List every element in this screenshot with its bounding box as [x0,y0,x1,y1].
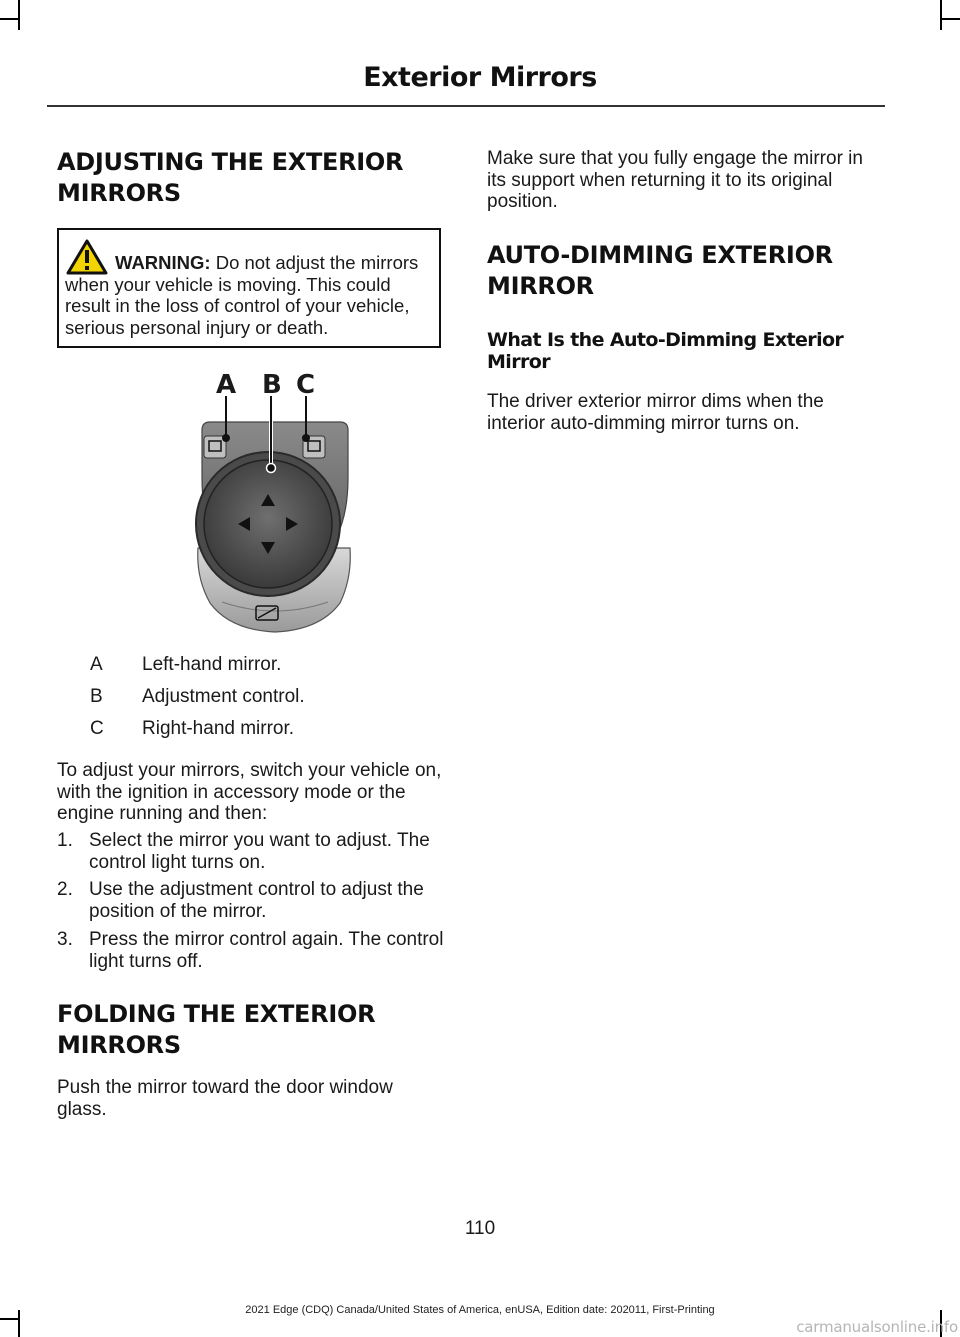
warning-text: Do not adjust the mirrors when your vehicle is moving. This could result in the loss of control of your vehicle, serious personal injury or death. [65,252,419,338]
crop-mark-tr-h [941,18,960,20]
edition-info: 2021 Edge (CDQ) Canada/United States of America, enUSA, Edition date: 202011, First-Printing [245,1304,715,1316]
callout-b: B [262,370,282,400]
header-rule [47,105,885,107]
crop-mark-tl-v [18,0,20,30]
legend-text: Left-hand mirror. [142,654,282,675]
auto-dimming-text: The driver exterior mirror dims when the interior auto-dimming mirror turns on. [487,391,824,434]
fold-return-text: Make sure that you fully engage the mirror in its support when returning it to its original position. [487,148,863,212]
legend-text: Right-hand mirror. [142,718,295,739]
callout-c: C [296,370,316,400]
legend-key: C [90,718,104,739]
crop-mark-bl-h [0,1318,18,1320]
step-text: Use the adjustment control to adjust the position of the mirror. [89,879,424,922]
legend-text: Adjustment control. [142,686,305,707]
warning-triangle-icon [65,238,109,281]
legend-key: B [90,686,103,707]
step-number: 2. [57,879,73,900]
callout-a: A [216,370,237,400]
step-1 [57,830,447,873]
legend-row-a [90,654,281,676]
step-number: 3. [57,929,73,950]
section-title-auto-dimming: AUTO-DIMMING EXTERIOR MIRROR [487,241,833,300]
step-text: Press the mirror control again. The control light turns off. [89,929,444,972]
step-2 [57,879,447,922]
folding-text: Push the mirror toward the door window glass. [57,1077,393,1120]
crop-mark-tr-v [940,0,942,30]
legend-key: A [90,654,103,675]
crop-mark-tl-h [0,18,18,20]
step-text: Select the mirror you want to adjust. The control light turns on. [89,830,430,873]
step-3 [57,929,447,972]
section-title-adjusting: ADJUSTING THE EXTERIOR MIRRORS [57,148,404,207]
section-title-folding: FOLDING THE EXTERIOR MIRRORS [57,1000,376,1059]
warning-label: WARNING: [115,252,211,273]
legend-row-c [90,718,294,740]
legend-row-b [90,686,305,708]
mirror-control-diagram [180,368,370,636]
watermark: carmanualsonline.info [796,1318,958,1336]
page-header-title: Exterior Mirrors [363,62,597,93]
step-number: 1. [57,830,73,851]
adjust-intro: To adjust your mirrors, switch your vehicle on, with the ignition in accessory mode or the engine running and then: [57,760,442,824]
page-number: 110 [464,1218,496,1239]
subsection-title: What Is the Auto-Dimming Exterior Mirror [487,329,844,373]
warning-box [57,228,441,348]
